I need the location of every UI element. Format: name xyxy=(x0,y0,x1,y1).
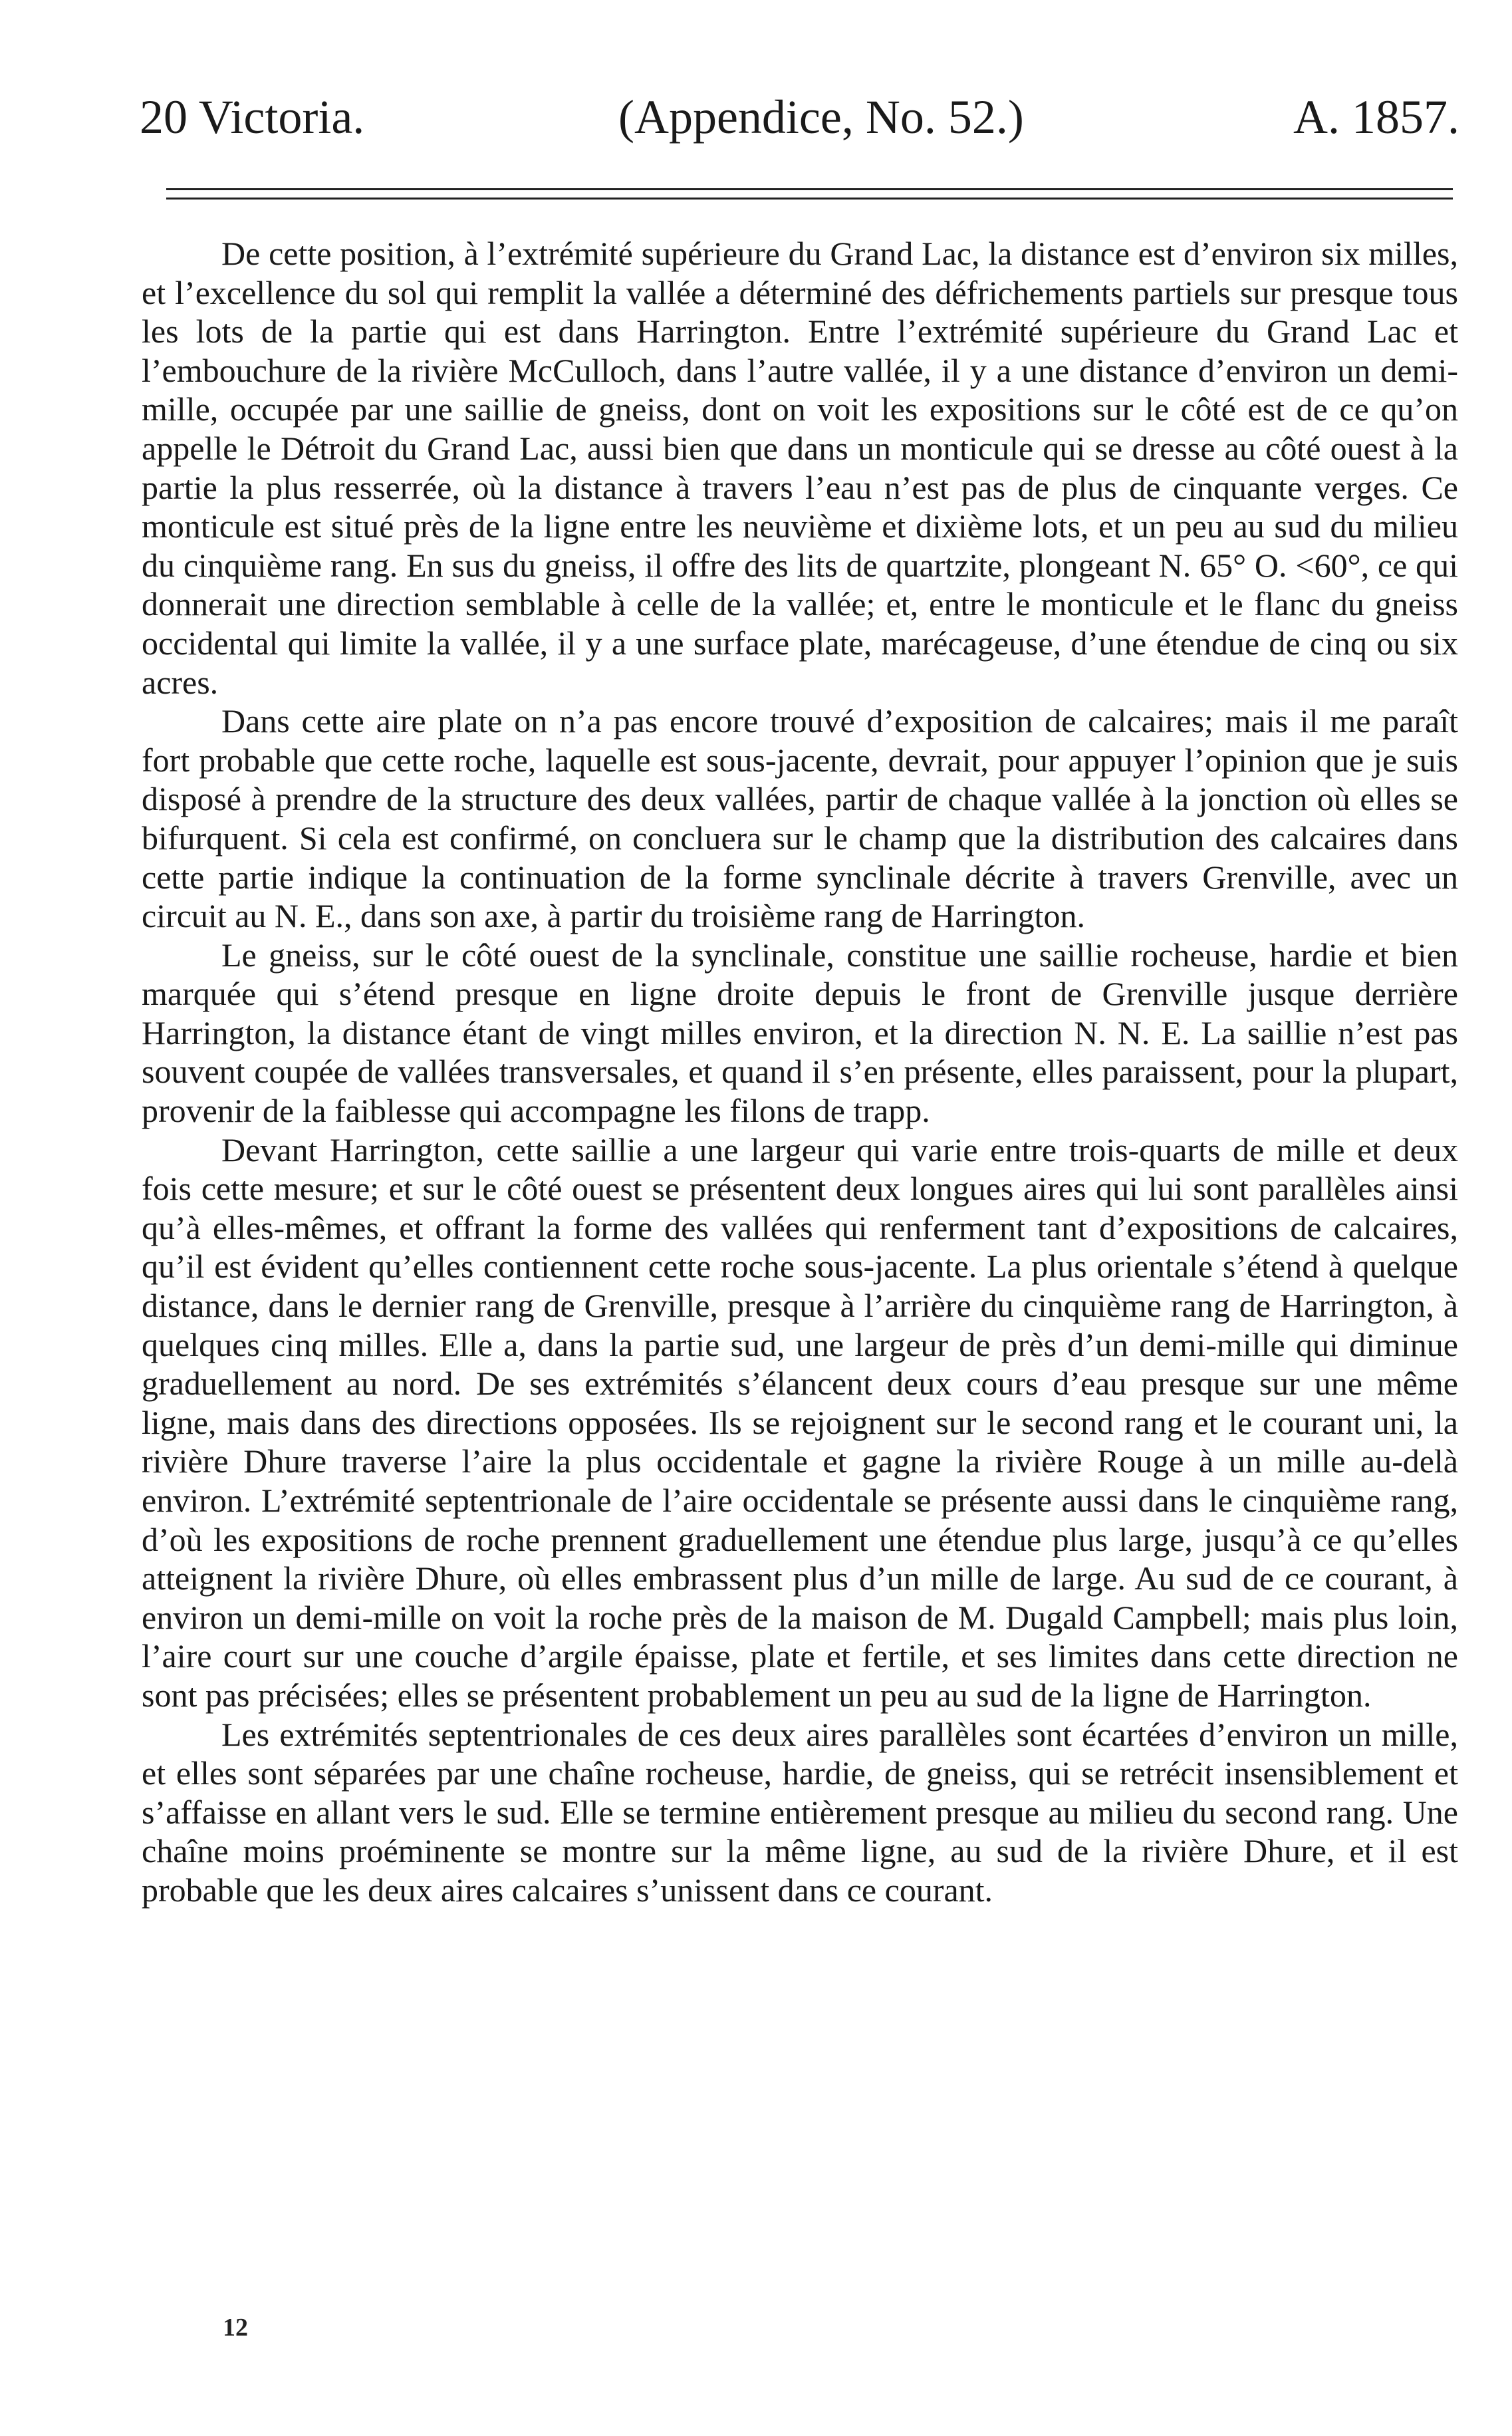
running-header xyxy=(140,90,1459,150)
header-rule-top xyxy=(166,188,1453,190)
header-appendix: (Appendice, No. 52.) xyxy=(618,90,1024,144)
body-text xyxy=(142,234,1458,1910)
paragraph: Le gneiss, sur le côté ouest de la synclinale, constitue une saillie rocheuse, hardie et bien marquée qui s’étend presque en ligne droite depuis le front de Grenville jusque derrière Harrington, la distance étant de vingt milles environ, et la direction N. N. E. La saillie n’est pas souvent coupée de vallées transversales, et quand il s’en présente, elles paraissent, pour la plupart, provenir de la faiblesse qui accompagne les filons de trapp. xyxy=(142,936,1458,1130)
header-rule-bottom xyxy=(166,198,1453,200)
printer-signature-mark: 12 xyxy=(223,2314,248,2342)
paragraph: De cette position, à l’extrémité supérieure du Grand Lac, la distance est d’environ six milles, et l’excellence du sol qui remplit la vallée a déterminé des défrichements partiels sur presque tous les lots de la partie qui est dans Harrington. Entre l’extrémité supérieure du Grand Lac et l’embouchure de la rivière McCulloch, dans l’autre vallée, il y a une distance d’environ un demi-mille, occupée par une saillie de gneiss, dont on voit les expositions sur le côté est de ce qu’on appelle le Détroit du Grand Lac, aussi bien que dans un monticule qui se dresse au côté ouest à la partie la plus resserrée, où la distance à travers l’eau n’est pas de plus de cinquante verges. Ce monticule est situé près de la ligne entre les neuvième et dixième lots, et un peu au sud du milieu du cinquième rang. En sus du gneiss, il offre des lits de quartzite, plongeant N. 65° O. <60°, ce qui donnerait une direction semblable à celle de la vallée; et, entre le monticule et le flanc du gneiss occidental qui limite la vallée, il y a une surface plate, marécageuse, d’une étendue de cinq ou six acres. xyxy=(142,235,1458,701)
header-session: 20 Victoria. xyxy=(140,90,365,144)
paragraph: Les extrémités septentrionales de ces deux aires parallèles sont écartées d’environ un mille, et elles sont séparées par une chaîne rocheuse, hardie, de gneiss, qui se retrécit insensiblement et s’affaisse en allant vers le sud. Elle se termine entièrement presque au milieu du second rang. Une chaîne moins proéminente se montre sur la même ligne, au sud de la rivière Dhure, et il est probable que les deux aires calcaires s’unissent dans ce courant. xyxy=(142,1715,1458,1909)
header-year: A. 1857. xyxy=(1293,90,1459,144)
paragraph: Devant Harrington, cette saillie a une largeur qui varie entre trois-quarts de mille et deux fois cette mesure; et sur le côté ouest se présentent deux longues aires qui lui sont parallèles ainsi qu’à elles-mêmes, et offrant la forme des vallées qui renferment tant d’expositions de calcaires, qu’il est évident qu’elles contiennent cette roche sous-jacente. La plus orientale s’étend à quelque distance, dans le dernier rang de Grenville, presque à l’arrière du cinquième rang de Harrington, à quelques cinq milles. Elle a, dans la partie sud, une largeur de près d’un demi-mille qui diminue graduellement au nord. De ses extrémités s’élancent deux cours d’eau presque sur une même ligne, mais dans des directions opposées. Ils se rejoignent sur le second rang et le courant uni, la rivière Dhure traverse l’aire la plus occidentale et gagne la rivière Rouge à un mille au-delà environ. L’extrémité septentrionale de l’aire occidentale se présente aussi dans le cinquième rang, d’où les expositions de roche prennent graduellement une étendue plus large, jusqu’à ce qu’elles atteignent la rivière Dhure, où elles embrassent plus d’un mille de large. Au sud de ce courant, à environ un demi-mille on voit la roche près de la maison de M. Dugald Campbell; mais plus loin, l’aire court sur une couche d’argile épaisse, plate et fertile, et ses limites dans cette direction ne sont pas précisées; elles se présentent probablement un peu au sud de la ligne de Harrington. xyxy=(142,1131,1458,1714)
paragraph: Dans cette aire plate on n’a pas encore trouvé d’exposition de calcaires; mais il me paraît fort probable que cette roche, laquelle est sous-jacente, devrait, pour appuyer l’opinion que je suis disposé à prendre de la structure des deux vallées, partir de chaque vallée à la jonction où elles se bifurquent. Si cela est confirmé, on concluera sur le champ que la distribution des calcaires dans cette partie indique la continuation de la forme synclinale décrite à travers Grenville, avec un circuit au N. E., dans son axe, à partir du troisième rang de Harrington. xyxy=(142,702,1458,935)
